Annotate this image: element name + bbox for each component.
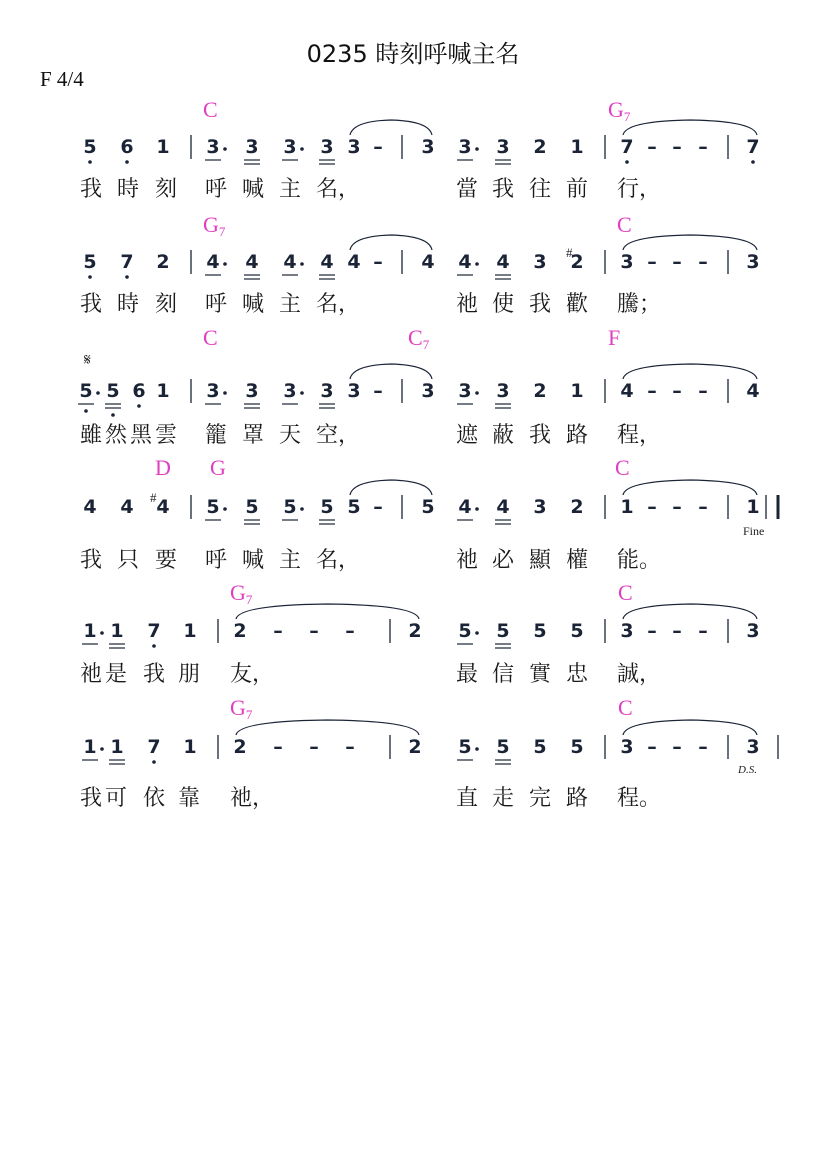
chord-symbol	[230, 696, 252, 727]
lyric-syllable: 完	[529, 786, 552, 811]
tie-slur	[623, 364, 757, 379]
lyric-syllable: 必	[492, 548, 515, 573]
note: 5	[320, 496, 334, 518]
note: 7	[120, 251, 134, 273]
tie-slur	[623, 720, 757, 735]
note: 5	[458, 736, 472, 758]
lyric-syllable: 當	[456, 177, 479, 202]
lyric-syllable: 行，	[617, 177, 662, 202]
low-octave-dot	[84, 409, 88, 413]
dash: –	[672, 136, 682, 158]
chord-symbol	[408, 326, 429, 357]
lyric-syllable: 主	[279, 548, 302, 573]
lyric-syllable: 呼	[205, 548, 228, 573]
lyric-syllable: 刻	[155, 292, 178, 317]
augmentation-dot	[475, 147, 479, 151]
note: 3	[620, 251, 634, 273]
lyric-syllable: 程。	[617, 786, 662, 811]
chord-root: C	[203, 325, 218, 350]
note: 2	[408, 620, 422, 642]
dash: –	[698, 496, 708, 518]
lyric-syllable: 蔽	[492, 423, 515, 448]
augmentation-dot	[100, 747, 104, 751]
dash: –	[672, 496, 682, 518]
tie-slur	[236, 604, 419, 619]
note: 1	[570, 136, 584, 158]
chord-symbol	[155, 456, 171, 487]
note: 5	[347, 496, 361, 518]
dash: –	[309, 620, 319, 642]
note: 5	[106, 380, 120, 402]
note: 2	[570, 251, 584, 273]
note: 3	[206, 380, 220, 402]
note: 3	[620, 736, 634, 758]
chord-quality: 7	[422, 337, 430, 352]
chord-symbol	[608, 98, 630, 129]
chord-symbol	[203, 98, 218, 129]
tie-slur	[623, 120, 757, 135]
augmentation-dot	[300, 262, 304, 266]
dash: –	[698, 251, 708, 273]
note: 1	[156, 136, 170, 158]
lyric-syllable: 往	[529, 177, 552, 202]
note: 5	[206, 496, 220, 518]
chord-root: G	[210, 455, 226, 480]
note: 3	[620, 620, 634, 642]
note: 3	[496, 380, 510, 402]
note: 6	[120, 136, 134, 158]
lyric-syllable: 雲	[155, 423, 178, 448]
note: 5	[458, 620, 472, 642]
chord-symbol	[210, 456, 226, 487]
low-octave-dot	[125, 275, 129, 279]
lyric-syllable: 信	[492, 662, 515, 687]
lyric-syllable: 籠	[205, 423, 228, 448]
chord-root: F	[608, 325, 621, 350]
dash: –	[698, 136, 708, 158]
dash: –	[698, 380, 708, 402]
chord-root: G	[203, 212, 219, 237]
note: 3	[458, 136, 472, 158]
note: 1	[620, 496, 634, 518]
lyric-syllable: 名，	[316, 177, 361, 202]
lyric-syllable: 誠，	[617, 662, 662, 687]
chord-root: C	[615, 455, 630, 480]
lyric-syllable: 忠	[566, 662, 589, 687]
note: 3	[245, 380, 259, 402]
note: 7	[746, 136, 760, 158]
chord-symbol	[203, 213, 225, 244]
chord-root: C	[408, 325, 423, 350]
note: 2	[156, 251, 170, 273]
augmentation-dot	[300, 507, 304, 511]
dash: –	[373, 251, 383, 273]
note: 1	[156, 380, 170, 402]
note: 2	[408, 736, 422, 758]
note: 3	[746, 251, 760, 273]
lyric-syllable: 路	[566, 423, 589, 448]
dash: –	[373, 380, 383, 402]
chord-symbol	[615, 456, 630, 487]
note: 1	[83, 736, 97, 758]
augmentation-dot	[223, 391, 227, 395]
lyric-syllable: 時	[117, 292, 140, 317]
lyric-syllable: 空，	[316, 423, 361, 448]
note: 1	[83, 620, 97, 642]
note: 3	[245, 136, 259, 158]
lyric-syllable: 然	[105, 423, 128, 448]
dash: –	[373, 136, 383, 158]
chord-root: C	[617, 212, 632, 237]
note: 5	[83, 251, 97, 273]
dash: –	[672, 736, 682, 758]
note: 6	[132, 380, 146, 402]
lyric-syllable: 刻	[155, 177, 178, 202]
note: 3	[421, 136, 435, 158]
dash: –	[672, 380, 682, 402]
note: 2	[233, 620, 247, 642]
note: 4	[245, 251, 259, 273]
dash: –	[698, 620, 708, 642]
note: 4	[746, 380, 760, 402]
note: 5	[570, 736, 584, 758]
augmentation-dot	[475, 391, 479, 395]
chord-quality: 7	[245, 707, 253, 722]
note: 4	[458, 251, 472, 273]
note: 4	[458, 496, 472, 518]
lyric-syllable: 喊	[242, 548, 265, 573]
tie-slur	[350, 235, 432, 250]
note: 3	[320, 380, 334, 402]
note: 3	[347, 136, 361, 158]
chord-symbol	[618, 581, 633, 612]
dash: –	[647, 736, 657, 758]
lyric-syllable: 祂	[456, 292, 479, 317]
note: 2	[233, 736, 247, 758]
note: 4	[156, 496, 170, 518]
lyric-syllable: 權	[566, 548, 589, 573]
augmentation-dot	[100, 631, 104, 635]
chord-quality: 7	[218, 224, 226, 239]
augmentation-dot	[475, 507, 479, 511]
note: 2	[533, 380, 547, 402]
note: 1	[183, 620, 197, 642]
low-octave-dot	[152, 760, 156, 764]
augmentation-dot	[475, 262, 479, 266]
lyric-syllable: 能。	[617, 548, 662, 573]
low-octave-dot	[751, 160, 755, 164]
low-octave-dot	[625, 160, 629, 164]
lyric-syllable: 祂	[456, 548, 479, 573]
note: 3	[283, 136, 297, 158]
lyric-syllable: 喊	[242, 177, 265, 202]
lyric-syllable: 我	[492, 177, 515, 202]
note: 5	[533, 620, 547, 642]
chord-root: G	[608, 97, 624, 122]
lyric-syllable: 祂，	[230, 786, 275, 811]
augmentation-dot	[300, 147, 304, 151]
note: 4	[206, 251, 220, 273]
lyric-syllable: 雖	[80, 423, 103, 448]
lyric-syllable: 遮	[456, 423, 479, 448]
sharp-sign: #	[150, 490, 157, 505]
note: 4	[283, 251, 297, 273]
note: 4	[320, 251, 334, 273]
note: 4	[120, 496, 134, 518]
note: 7	[147, 620, 161, 642]
tie-slur	[623, 480, 757, 495]
note: 3	[458, 380, 472, 402]
chord-root: C	[618, 695, 633, 720]
lyric-syllable: 要	[155, 548, 178, 573]
note: 4	[347, 251, 361, 273]
chord-root: C	[203, 97, 218, 122]
note: 5	[496, 736, 510, 758]
key-signature: F 4/4	[40, 67, 84, 91]
low-octave-dot	[88, 160, 92, 164]
dal-segno-marking: D.S.	[738, 764, 757, 776]
lyric-syllable: 我	[143, 662, 166, 687]
dash: –	[672, 251, 682, 273]
lyric-syllable: 黑	[130, 423, 153, 448]
chord-root: D	[155, 455, 171, 480]
chord-symbol	[608, 326, 620, 357]
dash: –	[273, 736, 283, 758]
note: 3	[746, 620, 760, 642]
lyric-syllable: 我	[80, 177, 103, 202]
chord-root: G	[230, 695, 246, 720]
note: 2	[533, 136, 547, 158]
lyric-syllable: 罩	[242, 423, 265, 448]
note: 3	[206, 136, 220, 158]
note: 5	[83, 136, 97, 158]
dash: –	[647, 136, 657, 158]
note: 3	[320, 136, 334, 158]
dash: –	[345, 620, 355, 642]
tie-slur	[623, 235, 757, 250]
augmentation-dot	[223, 507, 227, 511]
lyric-syllable: 靠	[178, 786, 201, 811]
note: 1	[110, 736, 124, 758]
lyric-syllable: 呼	[205, 177, 228, 202]
lyric-syllable: 天	[279, 423, 302, 448]
lyric-syllable: 名，	[316, 292, 361, 317]
augmentation-dot	[96, 391, 100, 395]
dash: –	[698, 736, 708, 758]
lyric-syllable: 主	[279, 292, 302, 317]
lyric-syllable: 路	[566, 786, 589, 811]
note: 3	[533, 496, 547, 518]
low-octave-dot	[137, 404, 141, 408]
dash: –	[647, 496, 657, 518]
chord-symbol	[617, 213, 632, 244]
dash: –	[647, 251, 657, 273]
note: 5	[496, 620, 510, 642]
lyric-syllable: 歡	[566, 292, 589, 317]
note: 4	[496, 251, 510, 273]
lyric-syllable: 名，	[316, 548, 361, 573]
lyric-syllable: 友，	[230, 662, 275, 687]
lyric-syllable: 實	[529, 662, 552, 687]
tie-slur	[350, 480, 432, 495]
lyric-syllable: 我	[529, 292, 552, 317]
augmentation-dot	[223, 147, 227, 151]
lyric-syllable: 朋	[178, 662, 201, 687]
low-octave-dot	[88, 275, 92, 279]
lyric-syllable: 最	[456, 662, 479, 687]
lyric-syllable: 騰；	[617, 292, 662, 317]
augmentation-dot	[300, 391, 304, 395]
dash: –	[373, 496, 383, 518]
note: 7	[620, 136, 634, 158]
note: 5	[570, 620, 584, 642]
lyric-syllable: 時	[117, 177, 140, 202]
dash: –	[273, 620, 283, 642]
chord-symbol	[203, 326, 218, 357]
note: 1	[570, 380, 584, 402]
low-octave-dot	[111, 413, 115, 417]
song-title: 0235 時刻呼喊主名	[306, 40, 520, 68]
note: 3	[746, 736, 760, 758]
note: 4	[421, 251, 435, 273]
note: 5	[245, 496, 259, 518]
low-octave-dot	[152, 644, 156, 648]
note: 4	[83, 496, 97, 518]
note: 1	[110, 620, 124, 642]
lyric-syllable: 前	[566, 177, 589, 202]
dash: –	[647, 380, 657, 402]
augmentation-dot	[223, 262, 227, 266]
augmentation-dot	[475, 747, 479, 751]
note: 4	[496, 496, 510, 518]
lyric-syllable: 可	[105, 786, 128, 811]
note: 7	[147, 736, 161, 758]
tie-slur	[236, 720, 419, 735]
note: 3	[533, 251, 547, 273]
note: 5	[421, 496, 435, 518]
lyric-syllable: 我	[80, 292, 103, 317]
lyric-syllable: 我	[80, 786, 103, 811]
lyric-syllable: 顯	[529, 548, 552, 573]
tie-slur	[623, 604, 757, 619]
segno-sign: 𝄋	[84, 352, 91, 369]
chord-root: C	[618, 580, 633, 605]
lyric-syllable: 主	[279, 177, 302, 202]
lyric-syllable: 依	[143, 786, 166, 811]
note: 3	[347, 380, 361, 402]
note: 5	[283, 496, 297, 518]
lyric-syllable: 是	[105, 662, 128, 687]
dash: –	[647, 620, 657, 642]
note: 3	[496, 136, 510, 158]
lyric-syllable: 我	[80, 548, 103, 573]
tie-slur	[350, 364, 432, 379]
lyric-syllable: 呼	[205, 292, 228, 317]
dash: –	[309, 736, 319, 758]
chord-quality: 7	[245, 592, 253, 607]
note: 3	[421, 380, 435, 402]
low-octave-dot	[125, 160, 129, 164]
lyric-syllable: 直	[456, 786, 479, 811]
lyric-syllable: 使	[492, 292, 515, 317]
note: 1	[183, 736, 197, 758]
lyric-syllable: 祂	[80, 662, 103, 687]
note: 4	[620, 380, 634, 402]
chord-quality: 7	[623, 109, 631, 124]
lyric-syllable: 只	[117, 548, 140, 573]
lyric-syllable: 走	[492, 786, 515, 811]
dash: –	[672, 620, 682, 642]
lyric-syllable: 程，	[617, 423, 662, 448]
tie-slur	[350, 120, 432, 135]
note: 3	[283, 380, 297, 402]
note: 2	[570, 496, 584, 518]
note: 5	[533, 736, 547, 758]
lyric-syllable: 喊	[242, 292, 265, 317]
chord-symbol	[618, 696, 633, 727]
lyric-syllable: 我	[529, 423, 552, 448]
chord-symbol	[230, 581, 252, 612]
fine-marking: Fine	[743, 524, 765, 538]
dash: –	[345, 736, 355, 758]
note: 1	[746, 496, 760, 518]
note: 5	[79, 380, 93, 402]
chord-root: G	[230, 580, 246, 605]
sharp-sign: #	[566, 245, 573, 260]
augmentation-dot	[475, 631, 479, 635]
